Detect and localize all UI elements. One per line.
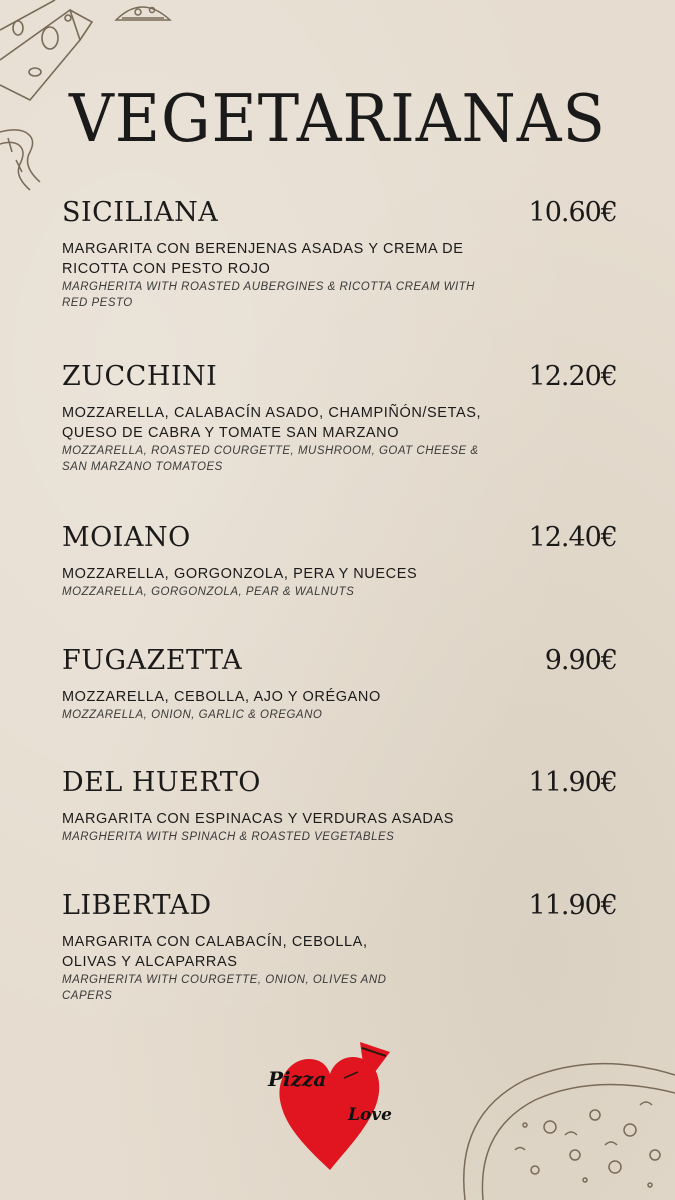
logo-text-pizza: Pizza (268, 1067, 327, 1091)
item-description-en: MOZZARELLA, GORGONZOLA, PEAR & WALNUTS (62, 586, 355, 598)
item-name: ZUCCHINI (62, 361, 218, 392)
item-description-es: MOZZARELLA, CALABACÍN ASADO, CHAMPIÑÓN/SETAS, QUESO DE CABRA Y TOMATE SAN MARZANO (62, 405, 482, 441)
item-name: SICILIANA (62, 197, 219, 228)
menu-item (62, 361, 617, 475)
item-description-en: MOZZARELLA, ONION, GARLIC & OREGANO (62, 709, 323, 721)
item-price: 11.90€ (528, 767, 617, 798)
item-description-es: MARGARITA CON BERENJENAS ASADAS Y CREMA DE RICOTTA CON PESTO ROJO (62, 241, 464, 277)
item-name: MOIANO (62, 522, 191, 553)
menu-item (62, 890, 617, 1004)
item-price: 12.40€ (528, 522, 617, 553)
item-price: 10.60€ (528, 197, 617, 228)
item-description-es: MARGARITA CON ESPINACAS Y VERDURAS ASADAS (62, 811, 455, 827)
item-price: 12.20€ (528, 361, 617, 392)
item-name: DEL HUERTO (62, 767, 261, 798)
item-name: FUGAZETTA (62, 645, 243, 676)
item-description-en: MARGHERITA WITH SPINACH & ROASTED VEGETABLES (62, 831, 395, 843)
menu-item (62, 522, 617, 600)
item-description-en: MOZZARELLA, ROASTED COURGETTE, MUSHROOM, GOAT CHEESE & SAN MARZANO TOMATOES (62, 445, 479, 473)
item-description-es: MOZZARELLA, CEBOLLA, AJO Y ORÉGANO (62, 689, 381, 705)
menu-item (62, 645, 617, 723)
item-description-es: MARGARITA CON CALABACÍN, CEBOLLA, OLIVAS Y ALCAPARRAS (62, 934, 368, 970)
menu-item (62, 767, 617, 845)
pizza-sketch-icon (455, 1055, 675, 1200)
item-name: LIBERTAD (62, 890, 212, 921)
item-description-en: MARGHERITA WITH COURGETTE, ONION, OLIVES AND CAPERS (62, 974, 387, 1002)
item-price: 11.90€ (528, 890, 617, 921)
menu-item (62, 197, 617, 311)
logo-text-love: Love (348, 1105, 392, 1125)
item-description-en: MARGHERITA WITH ROASTED AUBERGINES & RICOTTA CREAM WITH RED PESTO (62, 281, 475, 309)
page-title: VEGETARIANAS (68, 80, 606, 157)
item-price: 9.90€ (544, 645, 617, 676)
item-description-es: MOZZARELLA, GORGONZOLA, PERA Y NUECES (62, 566, 418, 582)
pizza-love-logo (262, 1032, 398, 1172)
pizza-slice-sketch-icon (112, 0, 174, 24)
